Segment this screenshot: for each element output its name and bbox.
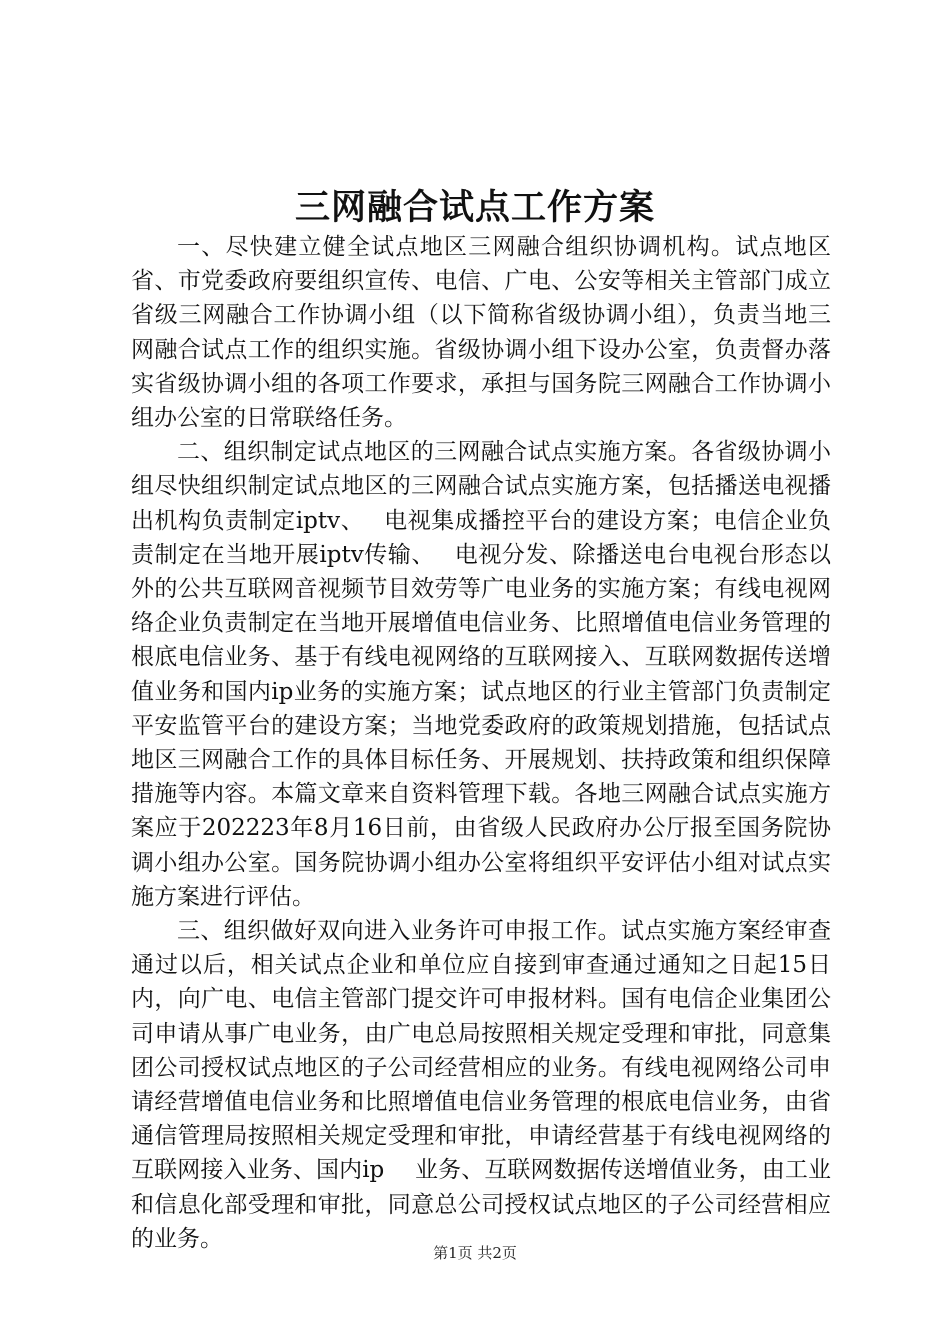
paragraph-1: 一、尽快建立健全试点地区三网融合组织协调机构。试点地区省、市党委政府要组织宣传、电信、广电、公安等相关主管部门成立省级三网融合工作协调小组（以下简称省级协调小组），负责当地三网融合试点工作的组织实施。省级协调小组下设办公室，负责督办落实省级协调小组的各项工作要求，承担与国务院三网融合工作协调小组办公室的日常联络任务。 — [131, 234, 831, 432]
paragraph-3: 三、组织做好双向进入业务许可申报工作。试点实施方案经审查通过以后，相关试点企业和单位应自接到审查通过通知之日起15日内，向广电、电信主管部门提交许可申报材料。国有电信企业集团公司申请从事广电业务，由广电总局按照相关规定受理和审批，同意集团公司授权试点地区的子公司经营相应的业务。有线电视网络公司申请经营增值电信业务和比照增值电信业务管理的根底电信业务，由省通信管理局按照相关规定受理和审批，申请经营基于有线电视网络的互联网接入业务、国内ip 业务、互联网数据传送增值业务，由工业和信息化部受理和审批，同意总公司授权试点地区的子公司经营相应的业务。 — [131, 918, 831, 1252]
document-body — [131, 230, 831, 1256]
paragraph-2: 二、组织制定试点地区的三网融合试点实施方案。各省级协调小组尽快组织制定试点地区的三网融合试点实施方案，包括播送电视播出机构负责制定iptv、 电视集成播控平台的建设方案；电信企业负责制定在当地开展iptv传输、 电视分发、除播送电台电视台形态以外的公共互联网音视频节目效劳等广电业务的实施方案；有线电视网络企业负责制定在当地开展增值电信业务、比照增值电信业务管理的根底电信业务、基于有线电视网络的互联网接入、互联网数据传送增值业务和国内ip业务的实施方案；试点地区的行业主管部门负责制定平安监管平台的建设方案；当地党委政府的政策规划措施，包括试点地区三网融合工作的具体目标任务、开展规划、扶持政策和组织保障措施等内容。本篇文章来自资料管理下载。各地三网融合试点实施方案应于202223年8月16日前，由省级人民政府办公厅报至国务院协调小组办公室。国务院协调小组办公室将组织平安评估小组对试点实施方案进行评估。 — [131, 439, 831, 910]
page-indicator: 第1页 共2页 — [433, 1244, 517, 1262]
document-title: 三网融合试点工作方案 — [294, 187, 655, 228]
page-footer — [0, 1243, 950, 1263]
